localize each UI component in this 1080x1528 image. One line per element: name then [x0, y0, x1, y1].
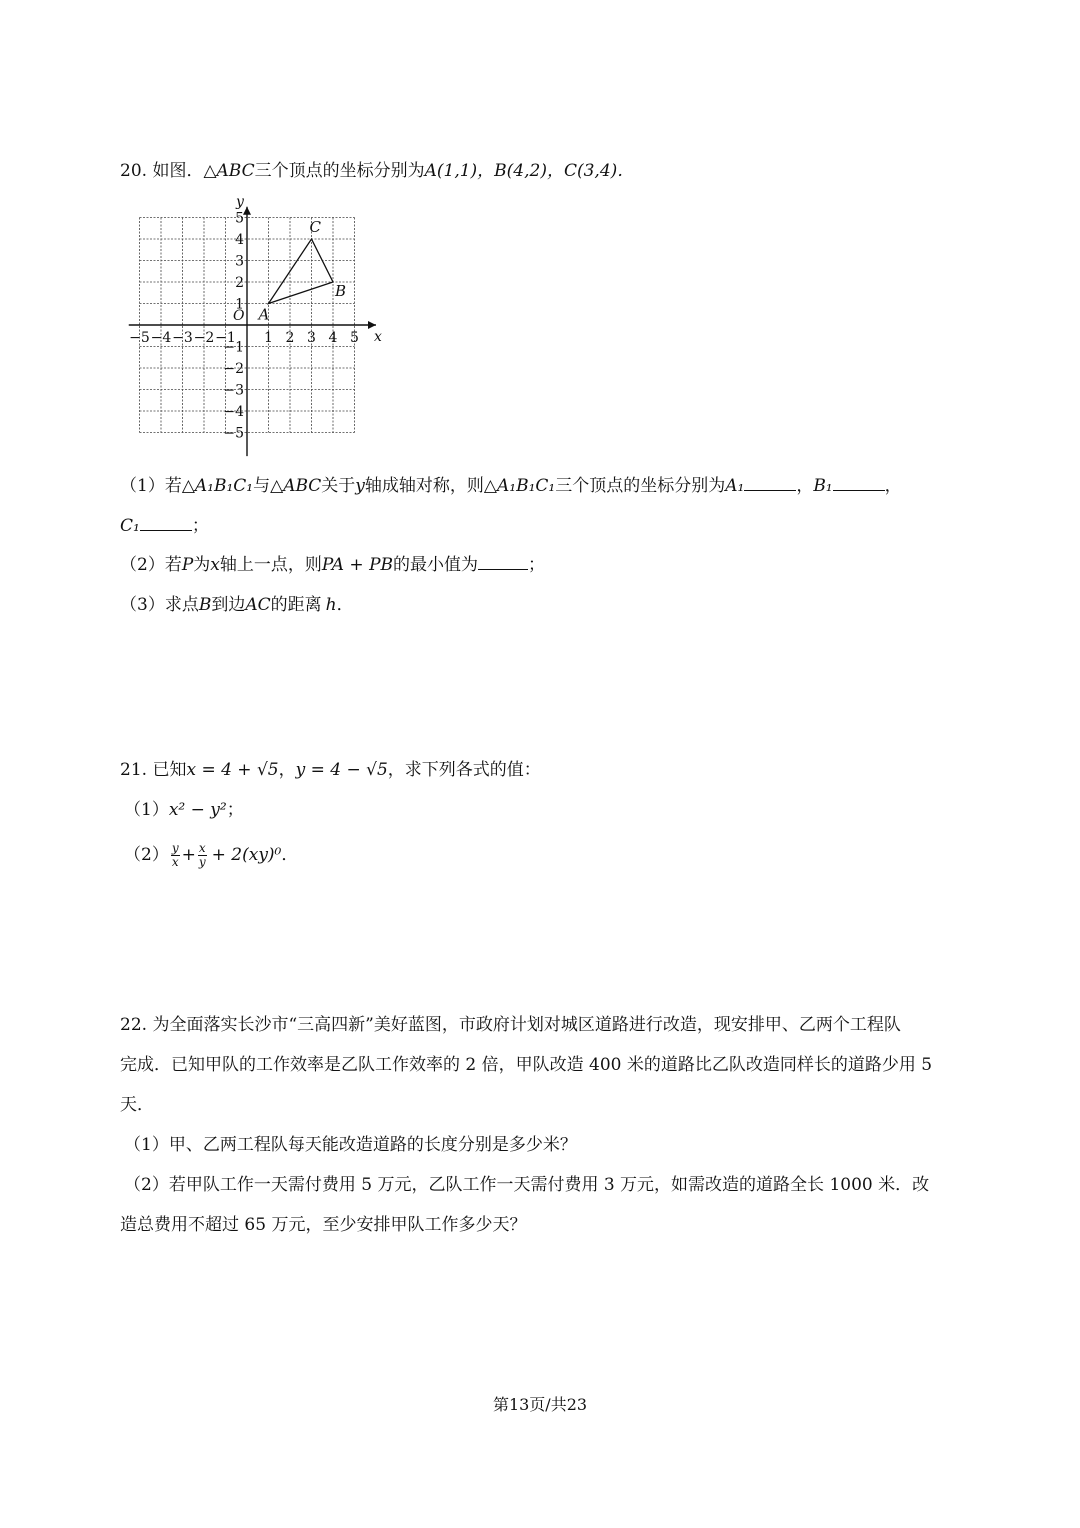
q20-p3-label: （3）求点: [120, 595, 199, 615]
coordinate-grid-figure: [112, 192, 392, 462]
x-tick-label: 3: [307, 330, 316, 346]
vertex-a1-label: A₁: [725, 476, 745, 496]
x-tick-label: −4: [150, 330, 172, 346]
period: ．: [281, 845, 299, 865]
q21-part1: [124, 797, 244, 823]
origin-label: O: [233, 308, 245, 324]
q22-line2: 完成．已知甲队的工作效率是乙队工作效率的 2 倍，甲队改造 400 米的道路比乙队改造同样长的道路少用 5: [120, 1055, 933, 1075]
y-tick-label: 2: [235, 275, 244, 291]
period: ．: [336, 595, 354, 615]
expression-tail: + 2(xy)⁰: [211, 845, 282, 865]
vertex-coordinates: A(1,1)，B(4,2)，C(3,4)．: [424, 161, 635, 181]
x-axis-arrow: [368, 321, 376, 329]
q20-p2-text: 为: [193, 555, 211, 575]
q20-part1: [120, 472, 902, 499]
semicolon: ；: [528, 555, 546, 575]
side-ac: AC: [245, 595, 271, 615]
triangle-outline: [269, 239, 334, 304]
pa-plus-pb: PA + PB: [321, 555, 394, 575]
x2-minus-y2: x² − y²: [168, 800, 227, 820]
q20-p1-text3: 轴成轴对称，则△: [364, 476, 497, 496]
q20-part2: [120, 551, 545, 578]
vertex-label-c: C: [309, 218, 321, 236]
q20-p1-text2: 关于: [321, 476, 356, 496]
separator: ，: [278, 760, 296, 780]
frac1-den: x: [171, 855, 179, 869]
q21-p2-label: （2）: [124, 845, 169, 865]
vertex-label-a: A: [258, 305, 270, 324]
vertex-c1-label: C₁: [120, 516, 140, 536]
x-axis-ref: x: [210, 555, 220, 575]
q21-number: 21. 已知: [120, 760, 187, 780]
vertex-label-b: B: [335, 282, 347, 300]
q21-p1-label: （1）: [124, 800, 169, 820]
q20-p2-label: （2）若: [120, 555, 182, 575]
x-tick-label: −5: [129, 330, 150, 346]
page-number: 第13页/共23: [492, 1395, 588, 1414]
separator: ，: [796, 476, 814, 496]
q22-part1: （1）甲、乙两工程队每天能改造道路的长度分别是多少米？: [124, 1135, 577, 1155]
q20-p1-label: （1）若△: [120, 476, 195, 496]
y-tick-label: −5: [223, 425, 244, 442]
q21-intro: [120, 757, 541, 783]
q20-part1-cont: [120, 512, 209, 539]
triangle-abc-ref: ABC: [283, 476, 322, 496]
q20-p3-text2: 的距离: [270, 595, 322, 615]
q20-p2-text3: 的最小值为: [393, 555, 479, 575]
q21-intro-text: ，求下列各式的值：: [387, 760, 541, 780]
vertex-b1-label: B₁: [813, 476, 833, 496]
q22-part2-line2: 造总费用不超过 65 万元，至少安排甲队工作多少天？: [120, 1215, 527, 1235]
fraction-y-over-x: [171, 842, 180, 869]
frac2-den: y: [198, 855, 206, 869]
triangle-a1b1c1: A₁B₁C₁: [194, 476, 254, 496]
y-tick-label: 3: [235, 253, 244, 270]
q22-line1: 22. 为全面落实长沙市“三高四新”美好蓝图，市政府计划对城区道路进行改造，现安排甲、乙两个工程队: [120, 1015, 901, 1035]
answer-blank-a1[interactable]: [744, 472, 796, 491]
point-p: P: [181, 555, 194, 575]
q20-intro-text: 三个顶点的坐标分别为: [254, 161, 425, 181]
x-tick-label: 5: [350, 330, 359, 346]
x-equation: x = 4 + √5: [186, 760, 279, 780]
x-tick-label: −3: [172, 330, 193, 346]
answer-blank-b1[interactable]: [833, 472, 885, 491]
x-tick-label: 2: [285, 330, 295, 346]
semicolon: ；: [226, 800, 244, 820]
q22-part2-line1: （2）若甲队工作一天需付费用 5 万元，乙队工作一天需付费用 3 万元，如需改造的道路全长 1000 米．改: [124, 1175, 930, 1195]
q20-part3: [120, 592, 354, 618]
y-axis-arrow: [243, 207, 251, 215]
separator: ，: [884, 476, 902, 496]
q22-line3: 天．: [120, 1095, 154, 1115]
q21-part2: [124, 842, 298, 869]
y-tick-label: −4: [223, 404, 244, 420]
y-tick-label: 1: [235, 296, 244, 313]
tick-labels: [129, 194, 382, 442]
q20-p1-text: 与△: [253, 476, 284, 496]
answer-blank-c1[interactable]: [140, 512, 192, 531]
y-tick-label: −3: [223, 382, 244, 399]
q20-p1-text4: 三个顶点的坐标分别为: [555, 476, 726, 496]
semicolon: ；: [191, 516, 209, 536]
answer-blank-min[interactable]: [478, 551, 528, 570]
q20-p2-text2: 轴上一点，则: [219, 555, 322, 575]
triangle-a1b1c1-ref: A₁B₁C₁: [496, 476, 556, 496]
distance-h: h: [325, 595, 337, 615]
x-tick-label: −2: [193, 330, 215, 346]
y-tick-label: 5: [235, 210, 244, 227]
triangle-abc: ABC: [216, 161, 255, 181]
point-b: B: [198, 595, 212, 615]
y-tick-label: −2: [223, 361, 244, 377]
x-tick-label: 1: [264, 330, 273, 346]
y-equation: y = 4 − √5: [295, 760, 388, 780]
y-tick-label: 4: [235, 232, 244, 248]
plus-sign: +: [181, 845, 196, 865]
y-axis-ref: y: [355, 476, 365, 496]
x-tick-label: −1: [215, 330, 236, 346]
q20-intro: [120, 158, 634, 184]
x-tick-label: 4: [328, 330, 338, 346]
y-axis-label: y: [236, 193, 244, 210]
frac2-num: x: [198, 841, 206, 855]
q20-number: 20. 如图．△: [120, 161, 217, 181]
x-axis-label: x: [374, 329, 382, 345]
q20-p3-text: 到边: [211, 595, 246, 615]
frac1-num: y: [171, 841, 179, 855]
y-tick-label: −1: [223, 339, 244, 356]
fraction-x-over-y: [198, 842, 207, 869]
